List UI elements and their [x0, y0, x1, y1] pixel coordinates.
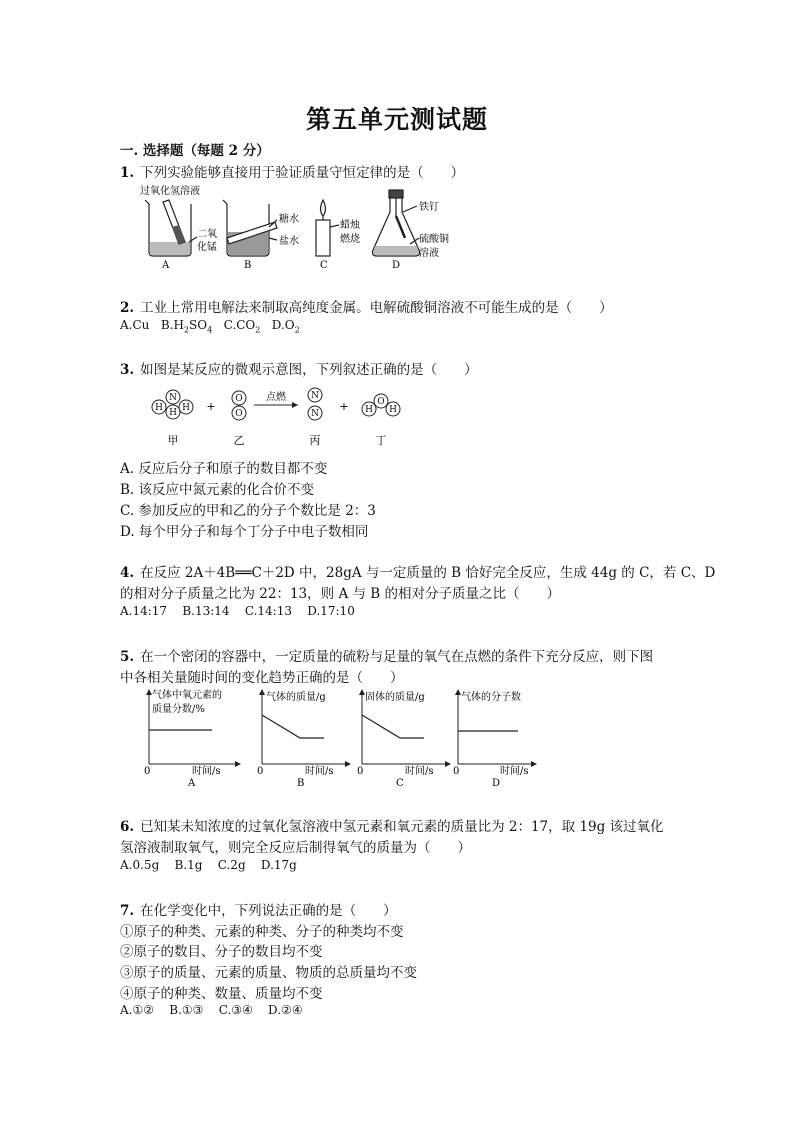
letter-c: C [320, 260, 328, 271]
label-c-1: 蜡烛 [340, 220, 360, 231]
question-2 [120, 296, 613, 316]
apparatus-d [373, 190, 420, 256]
graph-b-xlabel: 时间/s [305, 766, 334, 777]
plus-sign: + [339, 400, 349, 413]
option-b: B.①③ [169, 1003, 204, 1017]
q3-option-b: B. 该反应中氮元素的化合价不变 [120, 482, 315, 498]
graph-d-origin: 0 [453, 766, 460, 777]
q7-item-4: ④原子的种类、数量、质量均不变 [120, 986, 323, 1002]
option-b: B.1g [174, 858, 203, 872]
question-6 [120, 815, 664, 835]
label-d-3: 溶液 [419, 248, 439, 259]
graph-a [149, 690, 240, 764]
plus-sign: + [206, 400, 216, 413]
question-number: 7. [120, 903, 135, 919]
label-a-side2: 化锰 [197, 242, 217, 253]
q7-item-1: ①原子的种类、元素的种类、分子的种类均不变 [120, 924, 404, 940]
q1-experiment-figure [135, 182, 480, 272]
letter-a: A [162, 260, 170, 271]
atom-n: N [311, 391, 319, 401]
option-c: $C.CO_2$ [223, 318, 261, 335]
graph-b-ylabel: 气体的质量/g [266, 692, 326, 703]
question-7 [120, 899, 397, 919]
graph-d-ylabel: 气体的分子数 [461, 692, 521, 703]
option-d: D.17:10 [307, 604, 355, 618]
q7-item-3: ③原子的质量、元素的质量、物质的总质量均不变 [120, 965, 417, 981]
apparatus-b [223, 200, 277, 256]
atom-h: H [155, 403, 163, 413]
question-number: 3. [120, 362, 135, 378]
question-number: 5. [120, 649, 135, 665]
option-a: A.14:17 [120, 604, 168, 618]
q4-options [120, 604, 355, 618]
option-d: D.17g [260, 858, 297, 872]
question-4-line2: 的相对分子质量之比为 22：13，则 A 与 B 的相对分子质量之比（ ） [120, 586, 560, 602]
atom-h: H [169, 408, 177, 418]
name-jia: 甲 [167, 434, 179, 447]
q3-option-a: A. 反应后分子和原子的数目都不变 [120, 461, 328, 477]
atom-o: O [235, 394, 243, 404]
q3-option-d: D. 每个甲分子和每个丁分子中电子数相同 [120, 524, 369, 540]
graph-c-xlabel: 时间/s [405, 766, 434, 777]
arrow-head [292, 402, 298, 408]
label-a-top: 过氧化氢溶液 [140, 186, 200, 197]
letter-b: B [244, 260, 252, 271]
apparatus-a [145, 200, 197, 256]
question-5-line2: 中各相关量随时间的变化趋势正确的是（ ） [120, 670, 404, 686]
graph-b-letter: B [297, 778, 305, 789]
atom-n: N [311, 409, 319, 419]
atom-h: H [365, 405, 373, 415]
graph-d-xlabel: 时间/s [500, 766, 529, 777]
page-title: 第五单元测试题 [305, 105, 488, 134]
q7-options [120, 1003, 303, 1017]
option-a: A.①② [120, 1003, 154, 1017]
question-5 [120, 645, 653, 665]
q5-graphs [140, 686, 540, 792]
graph-d-letter: D [492, 778, 501, 789]
label-a-side1: 二氧 [197, 229, 217, 240]
graph-a-ylabel1: 气体中氧元素的 [152, 690, 222, 701]
label-d-2: 硫酸铜 [419, 234, 449, 245]
letter-d: D [392, 260, 401, 271]
question-1 [120, 161, 464, 181]
question-4 [120, 561, 715, 581]
graph-c-origin: 0 [357, 766, 364, 777]
question-text: 已知某未知浓度的过氧化氢溶液中氢元素和氧元素的质量比为 2：17，取 19g 该过氧化 [140, 819, 664, 835]
option-c: C.③④ [218, 1003, 253, 1017]
option-c: C.2g [217, 858, 246, 872]
question-number: 2. [120, 300, 135, 316]
atom-h: H [389, 405, 397, 415]
q3-option-c: C. 参加反应的甲和乙的分子个数比是 2：3 [120, 503, 376, 519]
graph-a-origin: 0 [144, 766, 151, 777]
atom-o: O [377, 397, 385, 407]
option-d: $D.O_2$ [271, 318, 300, 335]
atom-o: O [235, 409, 243, 419]
question-3 [120, 358, 478, 378]
name-yi: 乙 [233, 434, 245, 447]
question-text: 下列实验能够直接用于验证质量守恒定律的是（ ） [140, 165, 465, 181]
q2-options [120, 318, 300, 334]
question-text: 在反应 2A＋4B══C＋2D 中，28gA 与一定质量的 B 恰好完全反应，生成 44g 的 C，若 C、D [140, 565, 716, 581]
apparatus-c [316, 200, 339, 256]
option-b: $B.H_2SO_4$ [160, 318, 213, 335]
question-text: 在化学变化中，下列说法正确的是（ ） [140, 903, 397, 919]
atom-h: H [182, 403, 190, 413]
option-b: B.13:14 [182, 604, 230, 618]
question-text: 在一个密闭的容器中，一定质量的硫粉与足量的氧气在点燃的条件下充分反应，则下图 [140, 649, 654, 665]
option-a: A.Cu [120, 318, 150, 332]
graph-c-letter: C [396, 778, 404, 789]
graph-c-ylabel: 固体的质量/g [365, 692, 425, 703]
graph-a-letter: A [188, 778, 196, 789]
question-number: 4. [120, 565, 135, 581]
graph-b-origin: 0 [257, 766, 264, 777]
q6-options [120, 858, 297, 872]
name-ding: 丁 [375, 434, 387, 447]
question-text: 工业上常用电解法来制取高纯度金属。电解硫酸铜溶液不可能生成的是（ ） [140, 300, 613, 316]
question-number: 1. [120, 165, 135, 181]
option-d: D.②④ [268, 1003, 303, 1017]
q3-reaction-diagram [140, 384, 430, 450]
graph-a-xlabel: 时间/s [192, 766, 221, 777]
graph-a-ylabel2: 质量分数/% [152, 704, 205, 715]
question-number: 6. [120, 819, 135, 835]
label-c-2: 燃烧 [340, 234, 360, 245]
q7-item-2: ②原子的数目、分子的数目均不变 [120, 944, 323, 960]
label-b-2: 盐水 [279, 236, 299, 247]
question-6-line2: 氢溶液制取氧气，则完全反应后制得氧气的质量为（ ） [120, 840, 471, 856]
option-c: C.14:13 [244, 604, 292, 618]
label-d-1: 铁钉 [419, 202, 439, 213]
atom-n: N [169, 393, 177, 403]
option-a: A.0.5g [120, 858, 160, 872]
question-text: 如图是某反应的微观示意图，下列叙述正确的是（ ） [140, 362, 478, 378]
name-bing: 丙 [309, 434, 321, 447]
section-heading: 一. 选择题（每题 2 分） [120, 143, 270, 159]
label-b-1: 糖水 [279, 214, 299, 225]
arrow-condition: 点燃 [266, 392, 286, 403]
